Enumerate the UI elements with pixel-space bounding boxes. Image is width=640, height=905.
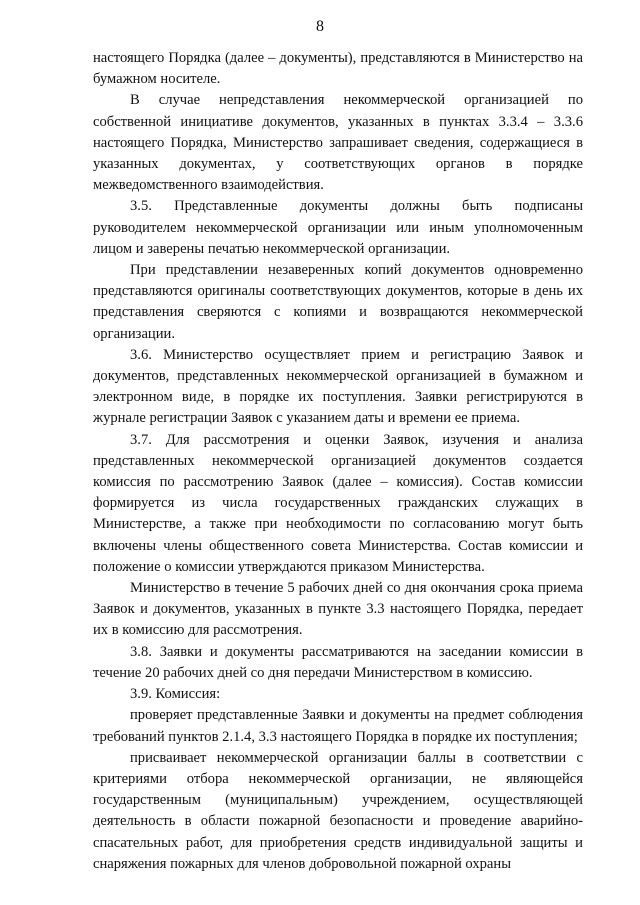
page-number: 8 — [316, 18, 324, 35]
paragraph-unverified-copies: При представлении незаверенных копий документов одновременно представляются оригиналы соответствующих документов, которые в день их представления сверяются с копиями и возвращаются некоммерческой организации. — [93, 262, 583, 342]
paragraph-3-9: 3.9. Комиссия: — [130, 686, 221, 703]
paragraph-transfer-to-commission: Министерство в течение 5 рабочих дней со дня окончания срока приема Заявок и документов, указанных в пункте 3.3 настоящего Порядка, передает их в комиссию для рассмотрения. — [93, 580, 583, 639]
paragraph-3-7: 3.7. Для рассмотрения и оценки Заявок, изучения и анализа представленных некоммерческой организацией документов создается комиссия по рассмотрению Заявок (далее – комиссия). Состав комиссии формируется из числа государственных гражданских служащих в Министерстве, а также при необходимости по согласованию могут быть включены члены общественного совета Министерства. Состав комиссии и положение о комиссии утверждаются приказом Министерства. — [93, 431, 583, 575]
paragraph-interagency-request: В случае непредставления некоммерческой организацией по собственной инициативе документов, указанных в пунктах 3.3.4 – 3.3.6 настоящего Порядка, Министерство запрашивает сведения, содержащиеся в указанных документах, у соответствующих органов в порядке межведомственного взаимодействия. — [93, 92, 583, 194]
paragraph-continuation: настоящего Порядка (далее – документы), представляются в Министерство на бумажном носителе. — [93, 50, 583, 88]
paragraph-3-6: 3.6. Министерство осуществляет прием и регистрацию Заявок и документов, представленных некоммерческой организацией в бумажном и электронном виде, в порядке их поступления. Заявки регистрируются в журнале регистрации Заявок с указанием даты и времени ее приема. — [93, 346, 583, 427]
paragraph-checks-applications: проверяет представленные Заявки и документы на предмет соблюдения требований пунктов 2.1.4, 3.3 настоящего Порядка в порядке их поступления; — [93, 707, 583, 745]
document-body — [93, 48, 583, 875]
paragraph-assigns-points: присваивает некоммерческой организации баллы в соответствии с критериями отбора некоммерческой организации, не являющейся государственным (муниципальным) учреждением, осуществляющей деятельность в области пожарной безопасности и проведение аварийно-спасательных работ, для приобретения средств индивидуальной защиты и снаряжения пожарных для членов добровольной пожарной охраны — [93, 749, 583, 872]
paragraph-3-5: 3.5. Представленные документы должны быть подписаны руководителем некоммерческой организации или иным уполномоченным лицом и заверены печатью некоммерческой организации. — [93, 198, 583, 257]
paragraph-3-8: 3.8. Заявки и документы рассматриваются на заседании комиссии в течение 20 рабочих дней со дня передачи Министерством в комиссию. — [93, 643, 583, 681]
